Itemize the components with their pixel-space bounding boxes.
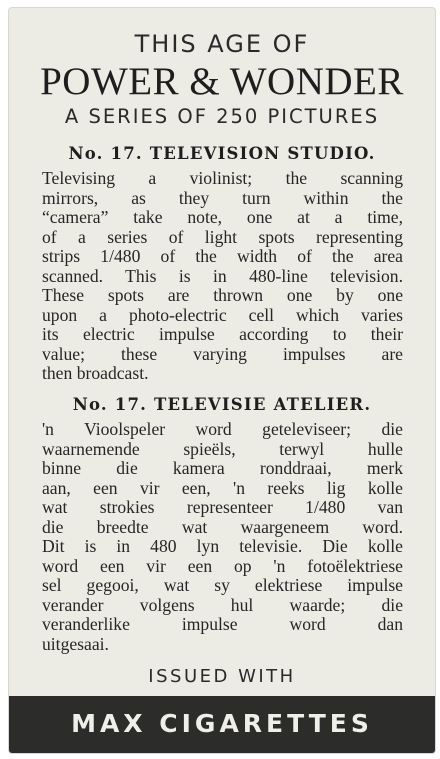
issued-with-label: ISSUED WITH [148, 666, 296, 687]
afrikaans-line: aan, een vir een, 'n reeks lig kolle [42, 477, 403, 498]
afrikaans-line: waarnemende spieëls, terwyl hulle [42, 438, 403, 459]
afrikaans-line: wat strokies representeer 1/480 van [42, 497, 403, 517]
brand-name: MAX CIGARETTES [71, 709, 373, 738]
afrikaans-line: verander volgens hul waarde; die [42, 594, 403, 615]
afrikaans-card-title: No. 17. TELEVISIE ATELIER. [72, 395, 372, 414]
afrikaans-line: veranderlike impulse word dan [42, 614, 403, 634]
afrikaans-line: die breedte wat waargeneem word. [42, 516, 403, 537]
english-line: scanned. This is in 480-line television. [42, 265, 403, 286]
english-line: mirrors, as they turn within the [42, 187, 403, 208]
cigarette-card [9, 8, 435, 753]
series-subtitle: A SERIES OF 250 PICTURES [64, 105, 380, 128]
english-line: then broadcast. [42, 363, 149, 383]
afrikaans-line: word een vir een op 'n fotoëlektriese [42, 555, 403, 576]
brand-banner [9, 696, 435, 753]
english-description [42, 169, 403, 384]
afrikaans-line: 'n Vioolspeler word geteleviseer; die [42, 419, 403, 439]
english-line: strips 1/480 of the width of the area [42, 246, 403, 266]
english-line: value; these varying impulses are [42, 343, 403, 364]
english-line: its electric impulse according to their [42, 324, 403, 344]
afrikaans-description [42, 420, 403, 654]
series-title: POWER & WONDER [40, 60, 404, 103]
afrikaans-line: sel gegooi, wat sy elektriese impulse [42, 575, 403, 595]
english-line: These spots are thrown one by one [42, 285, 403, 305]
english-line: “camera” take note, one at a time, [42, 207, 403, 227]
english-line: upon a photo-electric cell which varies [42, 304, 403, 325]
series-heading-line1: THIS AGE OF [134, 30, 310, 58]
afrikaans-line: binne die kamera ronddraai, merk [42, 458, 403, 478]
english-line: Televising a violinist; the scanning [42, 168, 403, 188]
english-card-title: No. 17. TELEVISION STUDIO. [68, 144, 376, 163]
afrikaans-line: uitgesaai. [42, 633, 109, 654]
afrikaans-line: Dit is in 480 lyn televisie. Die kolle [42, 536, 403, 556]
english-line: of a series of light spots representing [42, 226, 403, 247]
